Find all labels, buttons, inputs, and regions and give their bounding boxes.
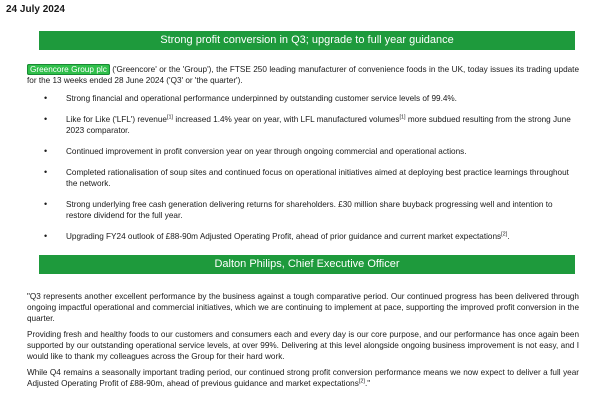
quote-text: ." xyxy=(364,379,371,388)
ceo-heading: Dalton Philips, Chief Executive Officer xyxy=(214,258,400,270)
bullet-icon: • xyxy=(44,146,48,156)
footnote-ref[interactable]: [1] xyxy=(166,114,174,121)
bullet-icon: • xyxy=(44,93,48,103)
bullet-text: Like for Like ('LFL') revenue xyxy=(66,115,167,124)
intro-text: ('Greencore' or the 'Group'), the FTSE 250 leading manufacturer of convenience foods in the UK, today issues its trading update for the 13 weeks ended 28 June 2024 ('Q3' or 'the quarter'). xyxy=(27,65,579,85)
footnote-ref[interactable]: [2] xyxy=(501,231,508,238)
list-item xyxy=(27,167,579,189)
list-item xyxy=(27,231,579,242)
release-date: 24 July 2024 xyxy=(6,4,65,15)
bullet-text: . xyxy=(507,232,510,241)
bullet-text: increased 1.4% year on year, with LFL manufactured volumes xyxy=(173,115,400,124)
headline-banner xyxy=(39,31,575,50)
highlights-list xyxy=(27,93,579,242)
ceo-banner xyxy=(39,255,575,274)
quote-paragraph-3 xyxy=(27,367,579,389)
bullet-text: Strong financial and operational performance underpinned by outstanding customer service levels of 99.4%. xyxy=(66,94,457,103)
bullet-text: Continued improvement in profit conversion year on year through ongoing commercial and operational actions. xyxy=(66,147,467,156)
list-item xyxy=(27,199,579,221)
intro-paragraph xyxy=(27,64,579,86)
list-item xyxy=(27,93,579,104)
quote-text: While Q4 remains a seasonally important trading period, our continued strong profit conversion performance means we now expect to deliver a full year Adjusted Operating Profit of £88-90m, ahead of previous guidance and market expectations xyxy=(27,368,579,388)
bullet-icon: • xyxy=(44,167,48,177)
quote-paragraph-2: Providing fresh and healthy foods to our customers and consumers each and every day is our core purpose, and our performance has once again been supported by our outstanding operational service levels, at over 99%. Delivering at this level alongside ongoing business improvement is not easy, and I would like to thank my colleagues across the Group for their hard work. xyxy=(27,330,579,361)
bullet-text: Completed rationalisation of soup sites and continued focus on operational initiatives aimed at deploying best practice learnings throughout the network. xyxy=(66,168,569,188)
bullet-text: Upgrading FY24 outlook of £88-90m Adjusted Operating Profit, ahead of prior guidance and current market expectations xyxy=(66,232,502,241)
list-item xyxy=(27,146,579,157)
bullet-text: Strong underlying free cash generation delivering returns for shareholders. £30 million share buyback progressing well and intention to restore dividend for the full year. xyxy=(66,200,553,220)
bullet-text: more subdued resulting from the strong June 2023 comparator. xyxy=(66,115,571,135)
bullet-icon: • xyxy=(44,114,48,124)
company-link[interactable]: Greencore Group plc xyxy=(27,64,110,75)
footnote-ref[interactable]: [2] xyxy=(358,378,365,385)
list-item xyxy=(27,114,579,136)
headline-text: Strong profit conversion in Q3; upgrade to full year guidance xyxy=(160,34,454,46)
quote-paragraph-1: "Q3 represents another excellent performance by the business against a tough comparative period. Our continued progress has been delivered through ongoing impactful operational and commercial initiatives, which we are continuing to implement at pace, supporting the improved profit conversion in the quarter. xyxy=(27,292,579,323)
footnote-ref[interactable]: [1] xyxy=(399,114,406,121)
bullet-icon: • xyxy=(44,231,48,241)
bullet-icon: • xyxy=(44,199,48,209)
